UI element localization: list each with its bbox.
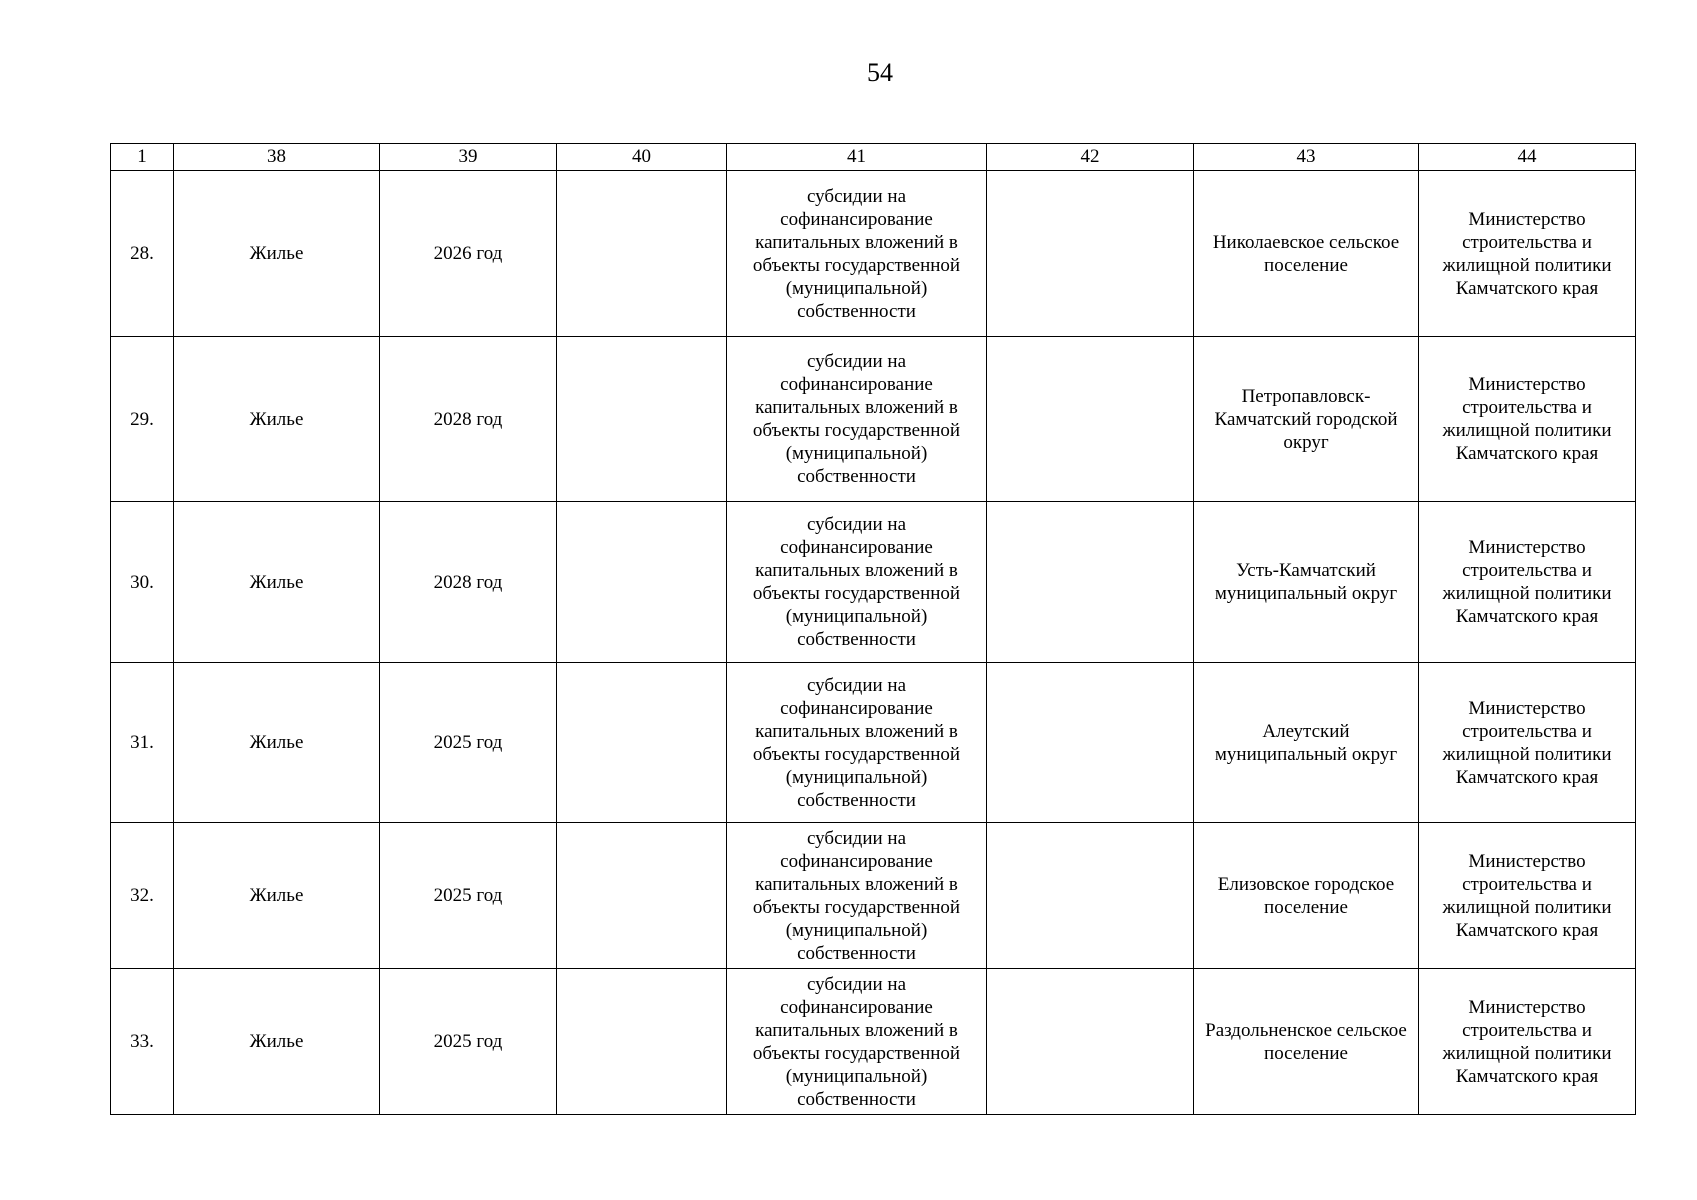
responsible-body-cell: Министерство строительства и жилищной политики Камчатского края [1419,502,1636,663]
col-42-cell [987,823,1194,969]
funding-type-cell: субсидии на софинансирование капитальных вложений в объекты государственной (муниципальной) собственности [727,337,987,502]
funding-type-cell: субсидии на софинансирование капитальных вложений в объекты государственной (муниципальной) собственности [727,171,987,337]
category-cell: Жилье [174,337,380,502]
row-number-cell: 31. [111,663,174,823]
data-table [110,143,1636,1115]
category-cell: Жилье [174,502,380,663]
year-cell: 2025 год [380,823,557,969]
column-header-42: 42 [987,144,1194,171]
col-42-cell [987,171,1194,337]
column-header-41: 41 [727,144,987,171]
responsible-body-cell: Министерство строительства и жилищной политики Камчатского края [1419,337,1636,502]
table-row [111,969,1636,1115]
row-number-cell: 28. [111,171,174,337]
table-row [111,663,1636,823]
col-40-cell [557,823,727,969]
col-40-cell [557,337,727,502]
col-42-cell [987,502,1194,663]
municipality-cell: Алеутский муниципальный округ [1194,663,1419,823]
col-40-cell [557,663,727,823]
funding-type-cell: субсидии на софинансирование капитальных вложений в объекты государственной (муниципальной) собственности [727,663,987,823]
row-number-cell: 29. [111,337,174,502]
funding-type-cell: субсидии на софинансирование капитальных вложений в объекты государственной (муниципальной) собственности [727,502,987,663]
year-cell: 2025 год [380,663,557,823]
table-body [111,144,1636,1115]
municipality-cell: Усть-Камчатский муниципальный округ [1194,502,1419,663]
table-row [111,502,1636,663]
column-header-44: 44 [1419,144,1636,171]
page-number: 54 [867,58,893,87]
year-cell: 2028 год [380,337,557,502]
col-40-cell [557,502,727,663]
responsible-body-cell: Министерство строительства и жилищной политики Камчатского края [1419,663,1636,823]
row-number-cell: 30. [111,502,174,663]
municipality-cell: Раздольненское сельское поселение [1194,969,1419,1115]
column-number-row [111,144,1636,171]
year-cell: 2026 год [380,171,557,337]
responsible-body-cell: Министерство строительства и жилищной политики Камчатского края [1419,969,1636,1115]
year-cell: 2025 год [380,969,557,1115]
category-cell: Жилье [174,171,380,337]
responsible-body-cell: Министерство строительства и жилищной политики Камчатского края [1419,171,1636,337]
column-header-40: 40 [557,144,727,171]
column-header-39: 39 [380,144,557,171]
column-header-43: 43 [1194,144,1419,171]
col-42-cell [987,337,1194,502]
responsible-body-cell: Министерство строительства и жилищной политики Камчатского края [1419,823,1636,969]
category-cell: Жилье [174,823,380,969]
category-cell: Жилье [174,969,380,1115]
table-row [111,171,1636,337]
col-42-cell [987,969,1194,1115]
category-cell: Жилье [174,663,380,823]
row-number-cell: 32. [111,823,174,969]
funding-type-cell: субсидии на софинансирование капитальных вложений в объекты государственной (муниципальной) собственности [727,969,987,1115]
table-row [111,823,1636,969]
municipality-cell: Петропавловск-Камчатский городской округ [1194,337,1419,502]
col-40-cell [557,171,727,337]
col-40-cell [557,969,727,1115]
municipality-cell: Николаевское сельское поселение [1194,171,1419,337]
row-number-cell: 33. [111,969,174,1115]
table-row [111,337,1636,502]
col-42-cell [987,663,1194,823]
year-cell: 2028 год [380,502,557,663]
column-header-1: 1 [111,144,174,171]
column-header-38: 38 [174,144,380,171]
municipality-cell: Елизовское городское поселение [1194,823,1419,969]
funding-type-cell: субсидии на софинансирование капитальных вложений в объекты государственной (муниципальной) собственности [727,823,987,969]
